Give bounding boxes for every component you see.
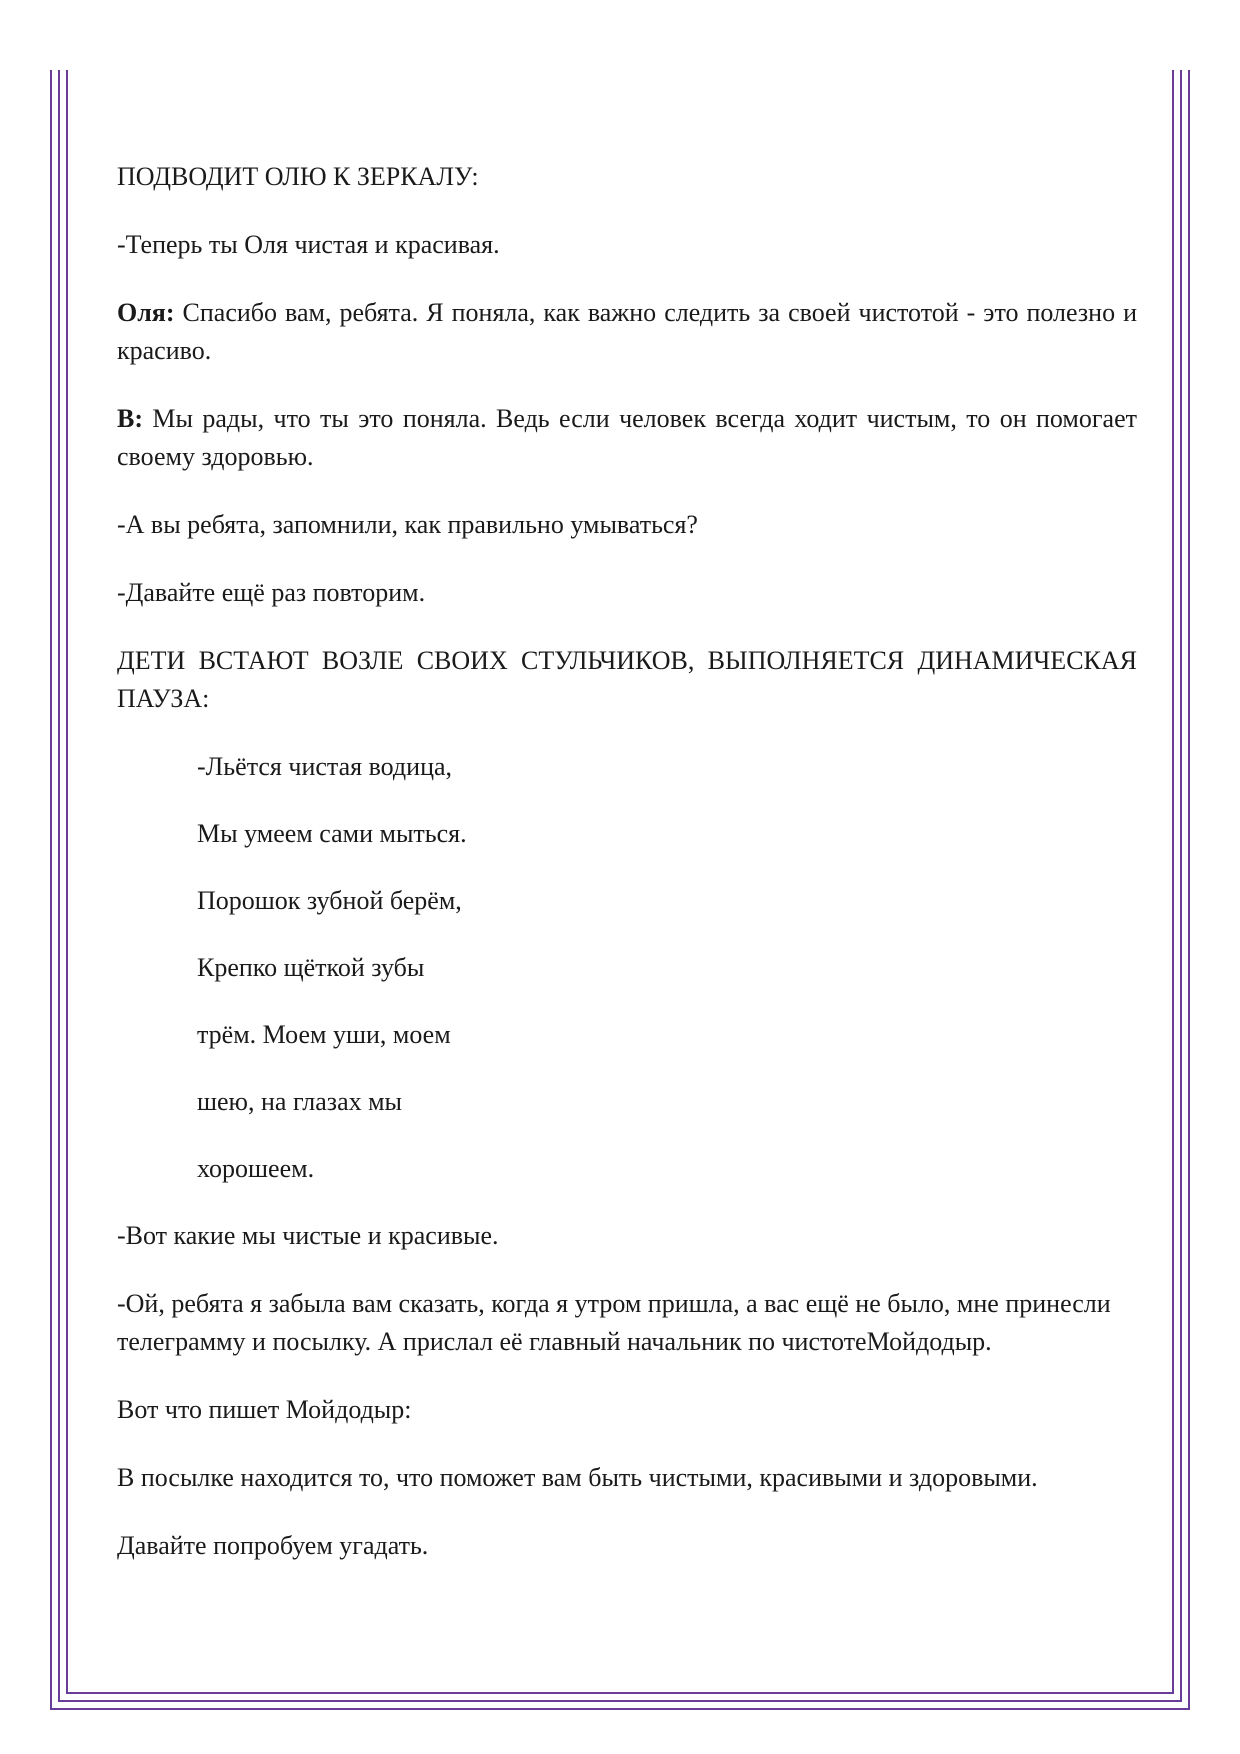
frame-left-outer	[50, 70, 52, 1710]
paragraph-moidodyr-writes: Вот что пишет Мойдодыр:	[117, 1395, 412, 1424]
paragraph-clean-us: -Вот какие мы чистые и красивые.	[117, 1221, 499, 1250]
paragraph-teacher-reply	[117, 400, 1137, 476]
speaker-olya: Оля:	[117, 298, 175, 327]
paragraph-telegram: -Ой, ребята я забыла вам сказать, когда я утром пришла, а вас ещё не было, мне принесли телеграмму и посылку. А прислал её главный начальник по чистотеМойдодыр.	[117, 1289, 1111, 1356]
poem-line: хорошеем.	[197, 1154, 315, 1183]
paragraph-repeat: -Давайте ещё раз повторим.	[117, 578, 426, 607]
frame-right-middle	[1180, 70, 1182, 1702]
paragraph-olya-reply	[117, 294, 1137, 370]
paragraph-guess: Давайте попробуем угадать.	[117, 1531, 429, 1560]
paragraph-parcel: В посылке находится то, что поможет вам быть чистыми, красивыми и здоровыми.	[117, 1463, 1038, 1492]
frame-left-middle	[58, 70, 60, 1702]
poem-line: Порошок зубной берём,	[197, 886, 462, 915]
frame-bottom-middle	[58, 1700, 1182, 1702]
paragraph-stage-direction-pause: ДЕТИ ВСТАЮТ ВОЗЛЕ СВОИХ СТУЛЬЧИКОВ, ВЫПОЛНЯЕТСЯ ДИНАМИЧЕСКАЯ ПАУЗА:	[117, 646, 1137, 713]
poem-line: шею, на глазах мы	[197, 1087, 403, 1116]
speaker-teacher: В:	[117, 404, 143, 433]
teacher-reply-text: Мы рады, что ты это поняла. Ведь если человек всегда ходит чистым, то он помогает своему здоровью.	[117, 404, 1137, 471]
frame-right-inner	[1172, 70, 1174, 1694]
paragraph-stage-direction-mirror: ПОДВОДИТ ОЛЮ К ЗЕРКАЛУ:	[117, 162, 479, 191]
olya-reply-text: Спасибо вам, ребята. Я поняла, как важно следить за своей чистотой - это полезно и красиво.	[117, 298, 1137, 365]
poem-line: -Льётся чистая водица,	[197, 752, 453, 781]
frame-bottom-inner	[66, 1692, 1174, 1694]
paragraph-clean-beautiful: -Теперь ты Оля чистая и красивая.	[117, 230, 500, 259]
poem-line: трём. Моем уши, моем	[197, 1020, 451, 1049]
paragraph-question: -А вы ребята, запомнили, как правильно умываться?	[117, 510, 698, 539]
frame-left-inner	[66, 70, 68, 1694]
frame-bottom-outer	[50, 1708, 1190, 1710]
frame-right-outer	[1188, 70, 1190, 1710]
poem-block	[117, 748, 1137, 1188]
document-body	[117, 158, 1137, 1565]
poem-line: Мы умеем сами мыться.	[197, 819, 467, 848]
poem-line: Крепко щёткой зубы	[197, 953, 425, 982]
